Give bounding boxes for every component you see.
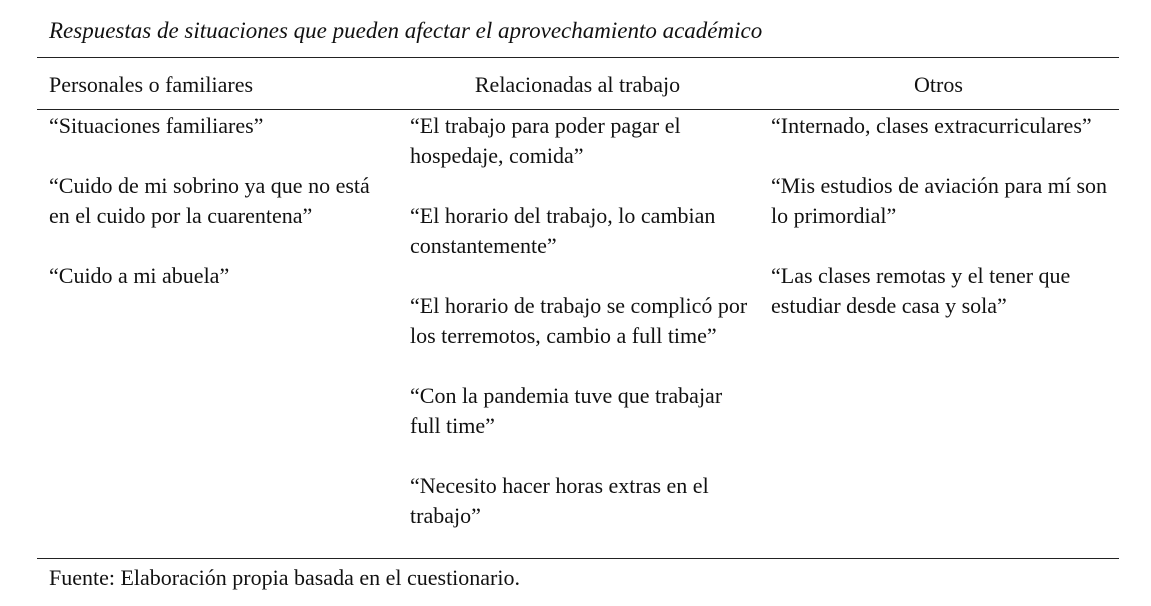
table-bottom-rule	[37, 558, 1119, 559]
header-otros: Otros	[914, 72, 963, 97]
header-personales: Personales o familiares	[49, 72, 254, 97]
column-trabajo	[410, 111, 755, 531]
table-top-rule	[37, 57, 1119, 58]
table-cell: “Mis estudios de aviación para mí son lo primordial”	[771, 173, 1108, 228]
column-otros	[771, 111, 1116, 321]
table-cell: “Cuido de mi sobrino ya que no está en el cuido por la cuarentena”	[49, 173, 370, 228]
table-header-rule	[37, 109, 1119, 110]
table-cell: “El trabajo para poder pagar el hospedaje, comida”	[410, 113, 681, 168]
table-title: Respuestas de situaciones que pueden afectar el aprovechamiento académico	[49, 18, 763, 43]
column-personales	[49, 111, 394, 291]
table-cell: “Necesito hacer horas extras en el trabajo”	[410, 473, 709, 528]
header-trabajo: Relacionadas al trabajo	[474, 72, 681, 97]
table-cell: “Con la pandemia tuve que trabajar full time”	[410, 383, 723, 438]
table-cell: “El horario de trabajo se complicó por los terremotos, cambio a full time”	[410, 293, 748, 348]
table-cell: “Las clases remotas y el tener que estudiar desde casa y sola”	[771, 263, 1071, 318]
table-cell: “Internado, clases extracurriculares”	[771, 113, 1092, 138]
table-cell: “El horario del trabajo, lo cambian constantemente”	[410, 203, 716, 258]
table-cell: “Situaciones familiares”	[49, 113, 264, 138]
table-source-note: Fuente: Elaboración propia basada en el cuestionario.	[49, 565, 520, 590]
table-cell: “Cuido a mi abuela”	[49, 263, 230, 288]
